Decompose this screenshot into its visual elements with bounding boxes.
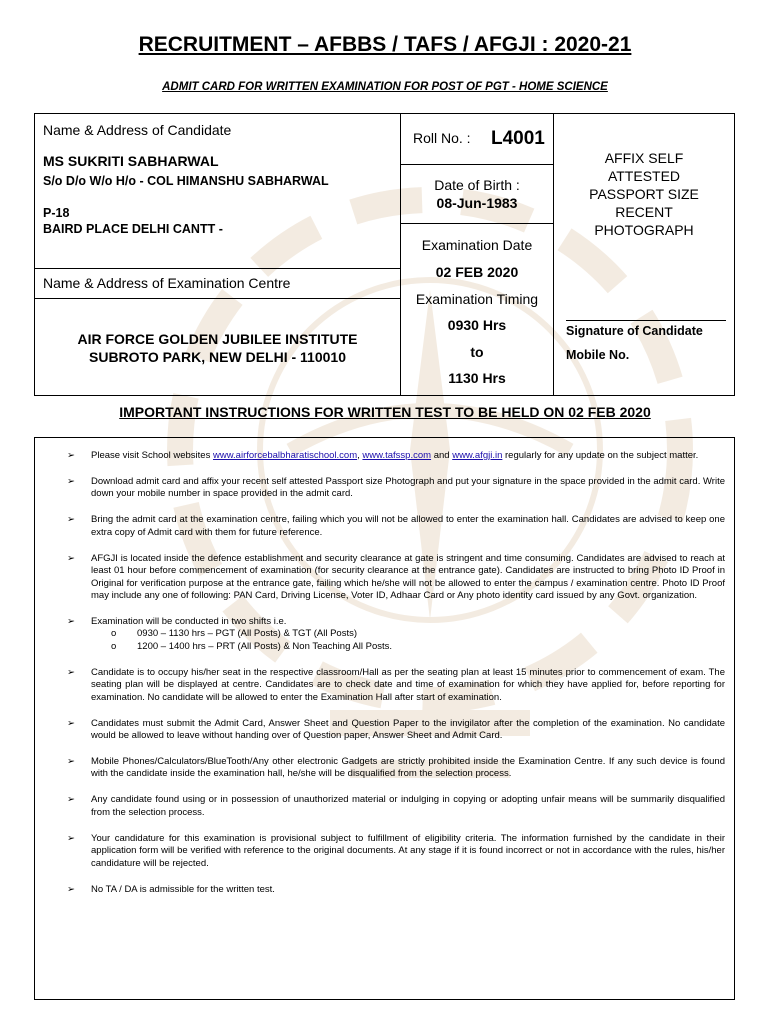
candidate-relation: S/o D/o W/o H/o - COL HIMANSHU SABHARWAL — [43, 174, 329, 188]
admit-card-table — [34, 113, 735, 396]
instruction-text: and — [431, 450, 453, 461]
divider — [401, 164, 553, 165]
timing-end: 1130 Hrs — [448, 370, 506, 386]
arrow-bullet-icon: ➢ — [67, 666, 75, 678]
arrow-bullet-icon: ➢ — [67, 450, 75, 461]
instruction-text: Bring the admit card at the examination centre, failing which you will not be allowed to enter the examination hall. Candidates are advised to keep one extra copy of Admit card with them for future reference. — [91, 514, 725, 538]
signature-line — [566, 320, 726, 321]
instruction-item — [35, 718, 734, 743]
instruction-item — [35, 514, 734, 539]
divider — [35, 298, 400, 299]
photo-column — [554, 114, 734, 395]
arrow-bullet-icon: ➢ — [67, 514, 75, 526]
instruction-text: AFGJI is located inside the defence establishment and security clearance at gate is stringent and time consuming. Candidates are advised to reach at least 01 hour before commencement of examination (for security clearance at the entrance gate). Candidates are instructed to bring Photo ID Proof in Original for verification purpose at the entrance gate, failing which he/she will not be allowed to enter the campus / examination centre. Photo ID Proof may include any one of following: PAN Card, Driving License, Voter ID, Adhaar Card or Any photo identity card issued by any Govt. organization. — [91, 552, 725, 602]
instruction-text: No TA / DA is admissible for the written test. — [91, 883, 275, 895]
affix-line1: AFFIX SELF — [604, 150, 684, 166]
affix-line2: ATTESTED — [607, 168, 681, 184]
arrow-bullet-icon: ➢ — [67, 756, 75, 768]
arrow-bullet-icon: ➢ — [67, 794, 75, 806]
centre-line1: AIR FORCE GOLDEN JUBILEE INSTITUTE — [77, 331, 358, 347]
admit-card-subtitle: ADMIT CARD FOR WRITTEN EXAMINATION FOR POST OF PGT - HOME SCIENCE — [162, 81, 608, 93]
affix-line5: PHOTOGRAPH — [594, 222, 694, 238]
shift-item — [91, 628, 725, 640]
exam-date-value: 02 FEB 2020 — [435, 264, 519, 280]
shift-item — [91, 641, 725, 653]
timing-to: to — [470, 344, 484, 360]
instruction-text: Examination will be conducted in two shifts i.e. — [91, 616, 287, 628]
afgji-website-link[interactable]: www.afgji.in — [452, 450, 503, 461]
instruction-text: Your candidature for this examination is provisional subject to fulfillment of eligibility criteria. The information furnished by the candidate in their application form will be verified with reference to the original documents. At any stage if it is found incorrect or not in accordance with the rules, his/her candidature will be rejected. — [91, 832, 725, 869]
arrow-bullet-icon: ➢ — [67, 883, 75, 895]
arrow-bullet-icon: ➢ — [67, 717, 75, 729]
affix-line4: RECENT — [615, 204, 673, 220]
candidate-address-line2: BAIRD PLACE DELHI CANTT - — [43, 222, 223, 236]
roll-label: Roll No. : — [413, 130, 471, 146]
instruction-text: , — [357, 450, 363, 461]
candidate-heading: Name & Address of Candidate — [43, 122, 232, 138]
divider — [401, 223, 553, 224]
instruction-item — [35, 476, 734, 501]
candidate-name: MS SUKRITI SABHARWAL — [43, 153, 219, 169]
affix-line3: PASSPORT SIZE — [589, 186, 699, 202]
arrow-bullet-icon: ➢ — [67, 476, 75, 487]
instruction-text: Please visit School websites — [91, 450, 213, 461]
exam-details-column — [401, 114, 554, 395]
timing-start: 0930 Hrs — [447, 317, 507, 333]
instruction-item — [35, 794, 734, 819]
centre-heading: Name & Address of Examination Centre — [43, 275, 291, 291]
instruction-text: Candidates must submit the Admit Card, Answer Sheet and Question Paper to the invigilator after the completion of the examination. No candidate would be allowed to leave without handing over of Question paper, Answer Sheet and Admit Card. — [91, 717, 725, 742]
instructions-title: IMPORTANT INSTRUCTIONS FOR WRITTEN TEST TO BE HELD ON 02 FEB 2020 — [119, 404, 651, 420]
instruction-item — [35, 616, 734, 653]
instructions-list — [35, 450, 734, 910]
signature-label: Signature of Candidate — [566, 324, 703, 338]
sub-bullet: o — [111, 628, 117, 640]
school-website-link[interactable]: www.airforcebalbharatischool.com — [212, 450, 358, 461]
instruction-text: Mobile Phones/Calculators/BlueTooth/Any other electronic Gadgets are strictly prohibited inside the Examination Centre. If any such device is found with the candidate inside the examination hall, he/she will be disqualified from the selection process. — [91, 756, 725, 780]
centre-line2: SUBROTO PARK, NEW DELHI - 110010 — [89, 349, 346, 365]
instruction-item — [35, 756, 734, 781]
instruction-item — [35, 833, 734, 870]
photo-placeholder — [554, 149, 734, 239]
instruction-text: Candidate is to occupy his/her seat in the respective classroom/Hall as per the seating plan at least 15 minutes prior to commencement of exam. The seating plan will be displayed at centre. Candidates are to check date and time of examination for which they have applied for, before reporting for examination. No candidate will be allowed to enter the Examination Hall after start of examination. — [91, 666, 725, 703]
instruction-item — [35, 450, 734, 462]
instruction-text: Download admit card and affix your recent self attested Passport size Photograph and put your signature in the space provided in the admit card. Write down your mobile number in space provided in the admit card. — [91, 476, 725, 500]
instruction-text: Any candidate found using or in possession of unauthorized material or indulging in copying or adopting unfair means will be summarily disqualified from the selection process. — [91, 794, 725, 818]
instruction-item — [35, 667, 734, 704]
divider — [35, 268, 400, 269]
exam-date-label: Examination Date — [421, 237, 533, 253]
candidate-column — [35, 114, 401, 395]
instructions-box — [34, 437, 735, 1000]
mobile-label: Mobile No. — [566, 348, 630, 362]
shift-text: 0930 – 1130 hrs – PGT (All Posts) & TGT (All Posts) — [137, 628, 357, 640]
arrow-bullet-icon: ➢ — [67, 616, 75, 628]
dob-value: 08-Jun-1983 — [436, 195, 518, 211]
dob-label: Date of Birth : — [434, 177, 520, 193]
page-title: RECRUITMENT – AFBBS / TAFS / AFGJI : 2020-21 — [138, 33, 632, 56]
roll-number: L4001 — [491, 128, 545, 149]
tafssp-website-link[interactable]: www.tafssp.com — [362, 450, 432, 461]
sub-bullet: o — [111, 640, 117, 652]
instruction-item — [35, 884, 734, 896]
shift-text: 1200 – 1400 hrs – PRT (All Posts) & Non Teaching All Posts. — [137, 640, 393, 652]
arrow-bullet-icon: ➢ — [67, 832, 75, 844]
exam-timing-label: Examination Timing — [415, 291, 539, 307]
candidate-address-line1: P-18 — [43, 206, 70, 220]
instruction-text: regularly for any update on the subject matter. — [502, 450, 699, 461]
arrow-bullet-icon: ➢ — [67, 552, 75, 564]
instruction-item — [35, 553, 734, 603]
